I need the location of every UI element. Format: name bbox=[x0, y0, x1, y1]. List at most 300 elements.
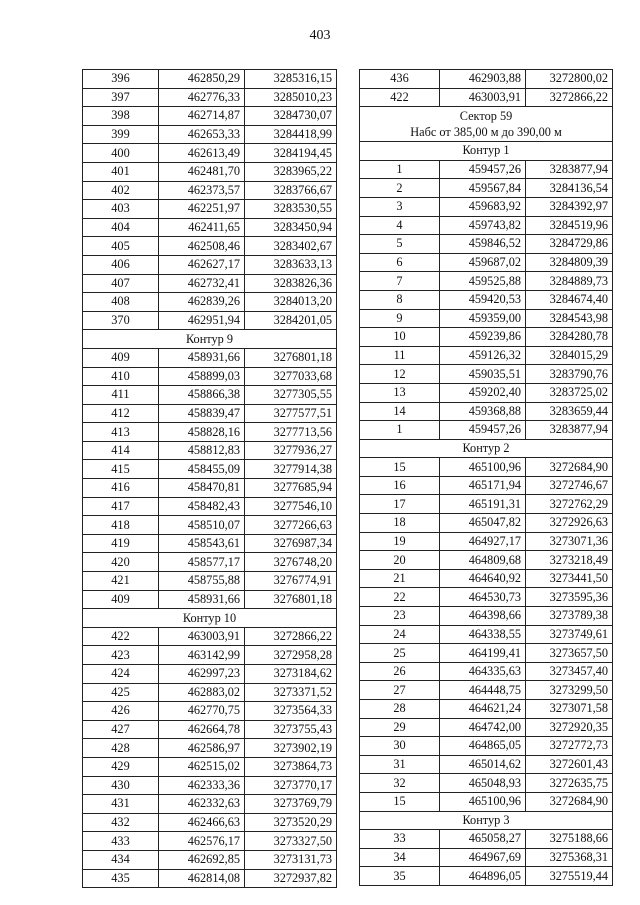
point-number-cell: 9 bbox=[360, 309, 440, 328]
point-number-cell: 22 bbox=[360, 588, 440, 607]
table-row bbox=[83, 293, 337, 312]
x-coordinate-cell: 464199,41 bbox=[440, 644, 526, 663]
x-coordinate-cell: 464621,24 bbox=[440, 700, 526, 719]
table-row bbox=[360, 607, 613, 626]
y-coordinate-cell: 3284194,45 bbox=[245, 144, 337, 163]
point-number-cell: 419 bbox=[83, 534, 159, 553]
point-number-cell: 412 bbox=[83, 404, 159, 423]
point-number-cell: 400 bbox=[83, 144, 159, 163]
point-number-cell: 407 bbox=[83, 274, 159, 293]
x-coordinate-cell: 465014,62 bbox=[440, 755, 526, 774]
x-coordinate-cell: 458866,38 bbox=[159, 386, 245, 405]
table-row bbox=[360, 346, 613, 365]
x-coordinate-cell: 458755,88 bbox=[159, 572, 245, 591]
y-coordinate-cell: 3277685,94 bbox=[245, 479, 337, 498]
y-coordinate-cell: 3273218,49 bbox=[526, 551, 613, 570]
y-coordinate-cell: 3273564,33 bbox=[245, 702, 337, 721]
y-coordinate-cell: 3273184,62 bbox=[245, 665, 337, 684]
x-coordinate-cell: 464967,69 bbox=[440, 848, 526, 867]
y-coordinate-cell: 3273749,61 bbox=[526, 625, 613, 644]
table-row bbox=[83, 869, 337, 888]
y-coordinate-cell: 3284418,99 bbox=[245, 125, 337, 144]
table-row bbox=[360, 662, 613, 681]
table-row bbox=[83, 683, 337, 702]
contour-header-row bbox=[83, 609, 337, 628]
y-coordinate-cell: 3283766,67 bbox=[245, 181, 337, 200]
point-number-cell: 410 bbox=[83, 367, 159, 386]
table-row bbox=[360, 588, 613, 607]
point-number-cell: 421 bbox=[83, 572, 159, 591]
x-coordinate-cell: 459743,82 bbox=[440, 216, 526, 235]
x-coordinate-cell: 459687,02 bbox=[440, 253, 526, 272]
table-row bbox=[83, 460, 337, 479]
table-body-left bbox=[83, 70, 337, 888]
coordinates-table-right bbox=[359, 69, 613, 886]
y-coordinate-cell: 3272937,82 bbox=[245, 869, 337, 888]
x-coordinate-cell: 459457,26 bbox=[440, 421, 526, 440]
x-coordinate-cell: 459368,88 bbox=[440, 402, 526, 421]
point-number-cell: 1 bbox=[360, 421, 440, 440]
y-coordinate-cell: 3277713,56 bbox=[245, 423, 337, 442]
point-number-cell: 411 bbox=[83, 386, 159, 405]
point-number-cell: 24 bbox=[360, 625, 440, 644]
x-coordinate-cell: 462515,02 bbox=[159, 757, 245, 776]
point-number-cell: 20 bbox=[360, 551, 440, 570]
x-coordinate-cell: 465191,31 bbox=[440, 495, 526, 514]
point-number-cell: 409 bbox=[83, 590, 159, 609]
table-row bbox=[83, 70, 337, 89]
point-number-cell: 32 bbox=[360, 774, 440, 793]
contour-header-row bbox=[360, 142, 613, 161]
x-coordinate-cell: 458455,09 bbox=[159, 460, 245, 479]
x-coordinate-cell: 462613,49 bbox=[159, 144, 245, 163]
point-number-cell: 13 bbox=[360, 383, 440, 402]
contour-title: Контур 1 bbox=[360, 142, 613, 161]
point-number-cell: 402 bbox=[83, 181, 159, 200]
table-row bbox=[83, 162, 337, 181]
point-number-cell: 416 bbox=[83, 479, 159, 498]
x-coordinate-cell: 462333,36 bbox=[159, 776, 245, 795]
y-coordinate-cell: 3273441,50 bbox=[526, 569, 613, 588]
sector-header-row bbox=[360, 107, 613, 142]
point-number-cell: 16 bbox=[360, 476, 440, 495]
point-number-cell: 432 bbox=[83, 813, 159, 832]
x-coordinate-cell: 462692,85 bbox=[159, 850, 245, 869]
sector-name: Сектор 59 bbox=[459, 109, 513, 124]
y-coordinate-cell: 3273864,73 bbox=[245, 757, 337, 776]
y-coordinate-cell: 3285316,15 bbox=[245, 70, 337, 89]
table-row bbox=[83, 255, 337, 274]
table-row bbox=[360, 625, 613, 644]
contour-header-row bbox=[360, 439, 613, 458]
point-number-cell: 429 bbox=[83, 757, 159, 776]
x-coordinate-cell: 458543,61 bbox=[159, 534, 245, 553]
table-row bbox=[360, 755, 613, 774]
x-coordinate-cell: 458510,07 bbox=[159, 516, 245, 535]
y-coordinate-cell: 3277914,38 bbox=[245, 460, 337, 479]
y-coordinate-cell: 3272684,90 bbox=[526, 792, 613, 811]
table-row bbox=[83, 572, 337, 591]
y-coordinate-cell: 3273299,50 bbox=[526, 681, 613, 700]
point-number-cell: 15 bbox=[360, 458, 440, 477]
x-coordinate-cell: 462770,75 bbox=[159, 702, 245, 721]
point-number-cell: 26 bbox=[360, 662, 440, 681]
y-coordinate-cell: 3273595,36 bbox=[526, 588, 613, 607]
x-coordinate-cell: 462951,94 bbox=[159, 311, 245, 330]
table-row bbox=[83, 200, 337, 219]
point-number-cell: 28 bbox=[360, 700, 440, 719]
coordinates-table-left bbox=[82, 69, 337, 888]
point-number-cell: 403 bbox=[83, 200, 159, 219]
x-coordinate-cell: 459567,84 bbox=[440, 179, 526, 198]
y-coordinate-cell: 3272684,90 bbox=[526, 458, 613, 477]
y-coordinate-cell: 3273327,50 bbox=[245, 832, 337, 851]
point-number-cell: 396 bbox=[83, 70, 159, 89]
x-coordinate-cell: 462466,63 bbox=[159, 813, 245, 832]
y-coordinate-cell: 3284201,05 bbox=[245, 311, 337, 330]
point-number-cell: 426 bbox=[83, 702, 159, 721]
x-coordinate-cell: 464640,92 bbox=[440, 569, 526, 588]
table-row bbox=[83, 590, 337, 609]
y-coordinate-cell: 3283826,36 bbox=[245, 274, 337, 293]
point-number-cell: 406 bbox=[83, 255, 159, 274]
table-row bbox=[360, 160, 613, 179]
x-coordinate-cell: 462576,17 bbox=[159, 832, 245, 851]
x-coordinate-cell: 458828,16 bbox=[159, 423, 245, 442]
x-coordinate-cell: 464338,55 bbox=[440, 625, 526, 644]
table-row bbox=[83, 739, 337, 758]
table-row bbox=[360, 830, 613, 849]
x-coordinate-cell: 459420,53 bbox=[440, 290, 526, 309]
x-coordinate-cell: 459202,40 bbox=[440, 383, 526, 402]
table-row bbox=[83, 832, 337, 851]
table-row bbox=[360, 495, 613, 514]
y-coordinate-cell: 3284729,86 bbox=[526, 235, 613, 254]
table-row bbox=[360, 867, 613, 886]
y-coordinate-cell: 3284392,97 bbox=[526, 197, 613, 216]
point-number-cell: 30 bbox=[360, 737, 440, 756]
table-row bbox=[83, 776, 337, 795]
point-number-cell: 422 bbox=[83, 627, 159, 646]
x-coordinate-cell: 464335,63 bbox=[440, 662, 526, 681]
x-coordinate-cell: 464448,75 bbox=[440, 681, 526, 700]
point-number-cell: 31 bbox=[360, 755, 440, 774]
y-coordinate-cell: 3276987,34 bbox=[245, 534, 337, 553]
point-number-cell: 18 bbox=[360, 514, 440, 533]
x-coordinate-cell: 458931,66 bbox=[159, 590, 245, 609]
y-coordinate-cell: 3272926,63 bbox=[526, 514, 613, 533]
x-coordinate-cell: 462653,33 bbox=[159, 125, 245, 144]
y-coordinate-cell: 3284543,98 bbox=[526, 309, 613, 328]
table-row bbox=[83, 218, 337, 237]
x-coordinate-cell: 459525,88 bbox=[440, 272, 526, 291]
x-coordinate-cell: 458931,66 bbox=[159, 348, 245, 367]
point-number-cell: 7 bbox=[360, 272, 440, 291]
table-row bbox=[83, 516, 337, 535]
point-number-cell: 35 bbox=[360, 867, 440, 886]
y-coordinate-cell: 3283877,94 bbox=[526, 160, 613, 179]
table-row bbox=[360, 88, 613, 107]
x-coordinate-cell: 462903,88 bbox=[440, 70, 526, 89]
table-row bbox=[360, 792, 613, 811]
point-number-cell: 6 bbox=[360, 253, 440, 272]
y-coordinate-cell: 3277033,68 bbox=[245, 367, 337, 386]
x-coordinate-cell: 465171,94 bbox=[440, 476, 526, 495]
point-number-cell: 435 bbox=[83, 869, 159, 888]
y-coordinate-cell: 3283725,02 bbox=[526, 383, 613, 402]
x-coordinate-cell: 458899,03 bbox=[159, 367, 245, 386]
x-coordinate-cell: 459846,52 bbox=[440, 235, 526, 254]
point-number-cell: 21 bbox=[360, 569, 440, 588]
x-coordinate-cell: 462850,29 bbox=[159, 70, 245, 89]
x-coordinate-cell: 464896,05 bbox=[440, 867, 526, 886]
table-row bbox=[83, 479, 337, 498]
x-coordinate-cell: 464809,68 bbox=[440, 551, 526, 570]
y-coordinate-cell: 3276774,91 bbox=[245, 572, 337, 591]
table-row bbox=[360, 532, 613, 551]
table-row bbox=[360, 197, 613, 216]
x-coordinate-cell: 462776,33 bbox=[159, 88, 245, 107]
point-number-cell: 427 bbox=[83, 720, 159, 739]
x-coordinate-cell: 464530,73 bbox=[440, 588, 526, 607]
table-row bbox=[360, 402, 613, 421]
table-row bbox=[83, 850, 337, 869]
table-row bbox=[83, 107, 337, 126]
table-row bbox=[83, 720, 337, 739]
y-coordinate-cell: 3275188,66 bbox=[526, 830, 613, 849]
point-number-cell: 408 bbox=[83, 293, 159, 312]
point-number-cell: 404 bbox=[83, 218, 159, 237]
table-row bbox=[360, 70, 613, 89]
page-number: 403 bbox=[309, 28, 331, 43]
x-coordinate-cell: 459035,51 bbox=[440, 365, 526, 384]
x-coordinate-cell: 465058,27 bbox=[440, 830, 526, 849]
x-coordinate-cell: 462883,02 bbox=[159, 683, 245, 702]
x-coordinate-cell: 465100,96 bbox=[440, 792, 526, 811]
point-number-cell: 431 bbox=[83, 795, 159, 814]
y-coordinate-cell: 3272866,22 bbox=[245, 627, 337, 646]
y-coordinate-cell: 3272800,02 bbox=[526, 70, 613, 89]
y-coordinate-cell: 3272762,29 bbox=[526, 495, 613, 514]
contour-header-row bbox=[360, 811, 613, 830]
y-coordinate-cell: 3277546,10 bbox=[245, 497, 337, 516]
y-coordinate-cell: 3272635,75 bbox=[526, 774, 613, 793]
point-number-cell: 12 bbox=[360, 365, 440, 384]
y-coordinate-cell: 3272920,35 bbox=[526, 718, 613, 737]
table-row bbox=[83, 423, 337, 442]
y-coordinate-cell: 3284519,96 bbox=[526, 216, 613, 235]
point-number-cell: 5 bbox=[360, 235, 440, 254]
table-row bbox=[360, 235, 613, 254]
x-coordinate-cell: 462251,97 bbox=[159, 200, 245, 219]
y-coordinate-cell: 3273131,73 bbox=[245, 850, 337, 869]
y-coordinate-cell: 3284136,54 bbox=[526, 179, 613, 198]
x-coordinate-cell: 462839,26 bbox=[159, 293, 245, 312]
x-coordinate-cell: 462664,78 bbox=[159, 720, 245, 739]
table-row bbox=[83, 646, 337, 665]
x-coordinate-cell: 458470,81 bbox=[159, 479, 245, 498]
y-coordinate-cell: 3273071,36 bbox=[526, 532, 613, 551]
y-coordinate-cell: 3283659,44 bbox=[526, 402, 613, 421]
table-row bbox=[360, 644, 613, 663]
table-row bbox=[83, 441, 337, 460]
point-number-cell: 3 bbox=[360, 197, 440, 216]
x-coordinate-cell: 462997,23 bbox=[159, 665, 245, 684]
point-number-cell: 399 bbox=[83, 125, 159, 144]
y-coordinate-cell: 3272958,28 bbox=[245, 646, 337, 665]
y-coordinate-cell: 3273755,43 bbox=[245, 720, 337, 739]
table-row bbox=[360, 476, 613, 495]
table-row bbox=[83, 757, 337, 776]
y-coordinate-cell: 3272772,73 bbox=[526, 737, 613, 756]
point-number-cell: 14 bbox=[360, 402, 440, 421]
table-row bbox=[83, 125, 337, 144]
table-row bbox=[83, 88, 337, 107]
x-coordinate-cell: 458577,17 bbox=[159, 553, 245, 572]
point-number-cell: 398 bbox=[83, 107, 159, 126]
point-number-cell: 397 bbox=[83, 88, 159, 107]
y-coordinate-cell: 3273520,29 bbox=[245, 813, 337, 832]
table-row bbox=[360, 514, 613, 533]
table-row bbox=[83, 274, 337, 293]
y-coordinate-cell: 3284730,07 bbox=[245, 107, 337, 126]
point-number-cell: 33 bbox=[360, 830, 440, 849]
x-coordinate-cell: 462714,87 bbox=[159, 107, 245, 126]
y-coordinate-cell: 3277305,55 bbox=[245, 386, 337, 405]
table-row bbox=[83, 367, 337, 386]
y-coordinate-cell: 3275519,44 bbox=[526, 867, 613, 886]
y-coordinate-cell: 3273769,79 bbox=[245, 795, 337, 814]
x-coordinate-cell: 465047,82 bbox=[440, 514, 526, 533]
table-row bbox=[360, 328, 613, 347]
point-number-cell: 434 bbox=[83, 850, 159, 869]
contour-title: Контур 3 bbox=[360, 811, 613, 830]
y-coordinate-cell: 3273902,19 bbox=[245, 739, 337, 758]
x-coordinate-cell: 464398,66 bbox=[440, 607, 526, 626]
y-coordinate-cell: 3276801,18 bbox=[245, 348, 337, 367]
point-number-cell: 415 bbox=[83, 460, 159, 479]
table-row bbox=[83, 181, 337, 200]
point-number-cell: 401 bbox=[83, 162, 159, 181]
x-coordinate-cell: 462814,08 bbox=[159, 869, 245, 888]
y-coordinate-cell: 3277577,51 bbox=[245, 404, 337, 423]
point-number-cell: 34 bbox=[360, 848, 440, 867]
point-number-cell: 413 bbox=[83, 423, 159, 442]
point-number-cell: 4 bbox=[360, 216, 440, 235]
y-coordinate-cell: 3284674,40 bbox=[526, 290, 613, 309]
table-row bbox=[83, 311, 337, 330]
x-coordinate-cell: 462508,46 bbox=[159, 237, 245, 256]
point-number-cell: 25 bbox=[360, 644, 440, 663]
table-row bbox=[83, 348, 337, 367]
table-row bbox=[360, 774, 613, 793]
point-number-cell: 423 bbox=[83, 646, 159, 665]
table-row bbox=[83, 497, 337, 516]
x-coordinate-cell: 459457,26 bbox=[440, 160, 526, 179]
table-row bbox=[360, 383, 613, 402]
y-coordinate-cell: 3273457,40 bbox=[526, 662, 613, 681]
x-coordinate-cell: 462332,63 bbox=[159, 795, 245, 814]
y-coordinate-cell: 3273770,17 bbox=[245, 776, 337, 795]
y-coordinate-cell: 3283965,22 bbox=[245, 162, 337, 181]
point-number-cell: 405 bbox=[83, 237, 159, 256]
x-coordinate-cell: 458839,47 bbox=[159, 404, 245, 423]
y-coordinate-cell: 3273789,38 bbox=[526, 607, 613, 626]
point-number-cell: 10 bbox=[360, 328, 440, 347]
sector-height-range: Набс от 385,00 м до 390,00 м bbox=[410, 125, 562, 140]
point-number-cell: 436 bbox=[360, 70, 440, 89]
point-number-cell: 424 bbox=[83, 665, 159, 684]
x-coordinate-cell: 462586,97 bbox=[159, 739, 245, 758]
point-number-cell: 430 bbox=[83, 776, 159, 795]
x-coordinate-cell: 459239,86 bbox=[440, 328, 526, 347]
x-coordinate-cell: 459359,00 bbox=[440, 309, 526, 328]
point-number-cell: 414 bbox=[83, 441, 159, 460]
x-coordinate-cell: 464742,00 bbox=[440, 718, 526, 737]
contour-header-row bbox=[83, 330, 337, 349]
y-coordinate-cell: 3273071,58 bbox=[526, 700, 613, 719]
y-coordinate-cell: 3283450,94 bbox=[245, 218, 337, 237]
sector-title bbox=[360, 107, 613, 142]
x-coordinate-cell: 458482,43 bbox=[159, 497, 245, 516]
table-row bbox=[360, 551, 613, 570]
y-coordinate-cell: 3272746,67 bbox=[526, 476, 613, 495]
table-row bbox=[360, 179, 613, 198]
y-coordinate-cell: 3284280,78 bbox=[526, 328, 613, 347]
y-coordinate-cell: 3284809,39 bbox=[526, 253, 613, 272]
table-row bbox=[360, 216, 613, 235]
point-number-cell: 1 bbox=[360, 160, 440, 179]
table-row bbox=[83, 553, 337, 572]
x-coordinate-cell: 462481,70 bbox=[159, 162, 245, 181]
x-coordinate-cell: 463142,99 bbox=[159, 646, 245, 665]
point-number-cell: 19 bbox=[360, 532, 440, 551]
x-coordinate-cell: 463003,91 bbox=[159, 627, 245, 646]
point-number-cell: 422 bbox=[360, 88, 440, 107]
y-coordinate-cell: 3285010,23 bbox=[245, 88, 337, 107]
table-row bbox=[360, 569, 613, 588]
y-coordinate-cell: 3273657,50 bbox=[526, 644, 613, 663]
y-coordinate-cell: 3283790,76 bbox=[526, 365, 613, 384]
y-coordinate-cell: 3277936,27 bbox=[245, 441, 337, 460]
point-number-cell: 420 bbox=[83, 553, 159, 572]
point-number-cell: 29 bbox=[360, 718, 440, 737]
point-number-cell: 418 bbox=[83, 516, 159, 535]
table-row bbox=[83, 386, 337, 405]
table-row bbox=[360, 272, 613, 291]
y-coordinate-cell: 3277266,63 bbox=[245, 516, 337, 535]
x-coordinate-cell: 458812,83 bbox=[159, 441, 245, 460]
table-row bbox=[360, 700, 613, 719]
table-row bbox=[360, 253, 613, 272]
x-coordinate-cell: 464927,17 bbox=[440, 532, 526, 551]
table-row bbox=[360, 681, 613, 700]
x-coordinate-cell: 462411,65 bbox=[159, 218, 245, 237]
table-row bbox=[83, 144, 337, 163]
x-coordinate-cell: 459683,92 bbox=[440, 197, 526, 216]
table-row bbox=[83, 534, 337, 553]
table-row bbox=[83, 795, 337, 814]
point-number-cell: 8 bbox=[360, 290, 440, 309]
table-row bbox=[83, 404, 337, 423]
point-number-cell: 433 bbox=[83, 832, 159, 851]
point-number-cell: 27 bbox=[360, 681, 440, 700]
y-coordinate-cell: 3284889,73 bbox=[526, 272, 613, 291]
table-row bbox=[360, 458, 613, 477]
y-coordinate-cell: 3283633,13 bbox=[245, 255, 337, 274]
x-coordinate-cell: 462732,41 bbox=[159, 274, 245, 293]
y-coordinate-cell: 3273371,52 bbox=[245, 683, 337, 702]
